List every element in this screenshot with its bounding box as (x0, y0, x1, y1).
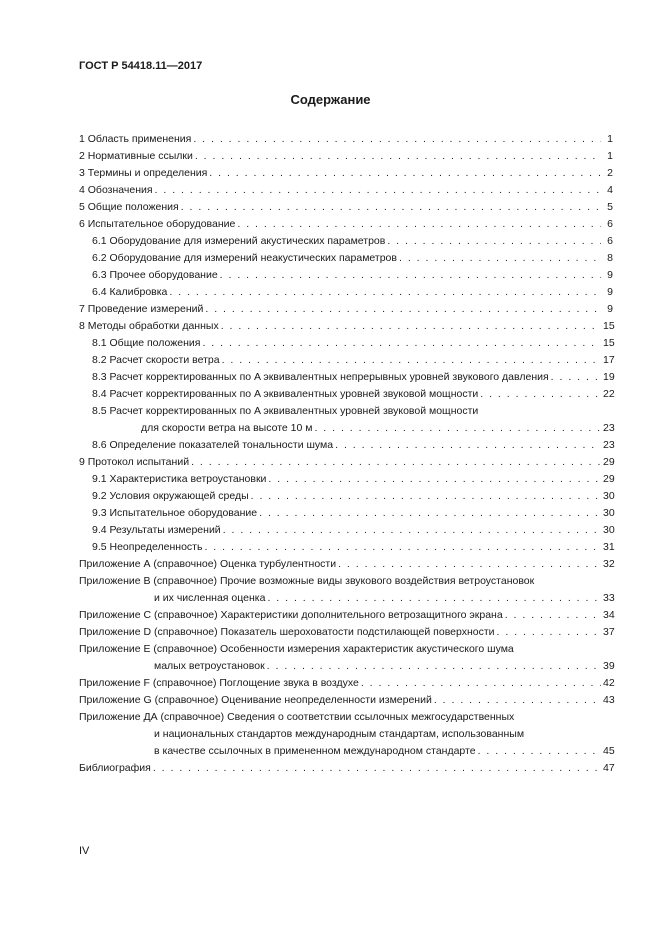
toc-entry[interactable] (79, 216, 613, 233)
dot-leader (221, 318, 601, 335)
dot-leader (335, 437, 601, 454)
toc-entry[interactable] (79, 386, 613, 403)
toc-entry-label: 7 Проведение измерений (79, 303, 204, 315)
dot-leader (220, 267, 601, 284)
dot-leader (267, 590, 601, 607)
toc-entry-label-line: и национальных стандартов международным стандартам, использованным (154, 728, 525, 740)
toc-entry-page: 29 (603, 473, 615, 485)
toc-entry-label: Приложение А (справочное) Оценка турбулентности (79, 558, 337, 570)
toc-entry-label: 9.4 Результаты измерений (92, 524, 221, 536)
document-header: ГОСТ Р 54418.11—2017 (79, 60, 203, 72)
toc-entry[interactable] (79, 675, 613, 692)
toc-entry-label: малых ветроустановок (154, 660, 265, 672)
page-number: IV (79, 845, 90, 857)
dot-leader (497, 624, 601, 641)
toc-entry[interactable] (79, 165, 613, 182)
toc-entry-page: 22 (603, 388, 615, 400)
toc-entry-label: 3 Термины и определения (79, 167, 208, 179)
dot-leader (259, 505, 601, 522)
toc-entry-label: и их численная оценка (154, 592, 266, 604)
toc-entry-label-line: 8.5 Расчет корректированных по A эквивалентных уровней звуковой мощности (92, 405, 479, 417)
toc-entry[interactable] (79, 335, 613, 352)
toc-entry-label: Приложение F (справочное) Поглощение звука в воздухе (79, 677, 359, 689)
toc-entry-label: 9.2 Условия окружающей среды (92, 490, 249, 502)
toc-entry[interactable] (79, 267, 613, 284)
toc-entry-page: 33 (603, 592, 615, 604)
toc-entry-page: 30 (603, 490, 615, 502)
toc-entry[interactable] (79, 403, 613, 437)
toc-entry[interactable] (79, 573, 613, 607)
dot-leader (267, 658, 601, 675)
toc-entry-page: 45 (603, 745, 615, 757)
toc-entry-label: 8.2 Расчет скорости ветра (92, 354, 220, 366)
toc-entry-page: 4 (607, 184, 613, 196)
toc-entry-label: 2 Нормативные ссылки (79, 150, 193, 162)
dot-leader (251, 488, 601, 505)
toc-entry-page: 47 (603, 762, 615, 774)
toc-entry-label-line: Приложение В (справочное) Прочие возможные виды звукового воздействия ветроустановок (79, 575, 535, 587)
toc-entry-label: 9 Протокол испытаний (79, 456, 190, 468)
toc-entry-page: 17 (603, 354, 615, 366)
dot-leader (195, 148, 601, 165)
toc-entry-label: 9.1 Характеристика ветроустановки (92, 473, 267, 485)
toc-entry-page: 8 (607, 252, 613, 264)
toc-entry-label: 6.3 Прочее оборудование (92, 269, 218, 281)
toc-entry-label: 5 Общие положения (79, 201, 179, 213)
toc-entry-label: Приложение С (справочное) Характеристики дополнительного ветрозащитного экрана (79, 609, 503, 621)
toc-entry-page: 15 (603, 337, 615, 349)
toc-entry-page: 2 (607, 167, 613, 179)
toc-entry[interactable] (79, 233, 613, 250)
toc-entry[interactable] (79, 301, 613, 318)
toc-entry-page: 32 (603, 558, 615, 570)
toc-entry-label-line: Приложение ДА (справочное) Сведения о соответствии ссылочных межгосударственных (79, 711, 515, 723)
dot-leader (193, 131, 601, 148)
toc-entry-label: Библиография (79, 762, 151, 774)
toc-entry-page: 31 (603, 541, 615, 553)
toc-entry-page: 1 (607, 133, 613, 145)
toc-entry-label: 6 Испытательное оборудование (79, 218, 236, 230)
toc-entry[interactable] (79, 488, 613, 505)
toc-entry[interactable] (79, 131, 613, 148)
toc-entry-label: 8.1 Общие положения (92, 337, 201, 349)
toc-entry-label: 8.3 Расчет корректированных по A эквивалентных непрерывных уровней звукового давления (92, 371, 549, 383)
dot-leader (478, 743, 601, 760)
toc-entry-label: 6.4 Калибровка (92, 286, 168, 298)
toc-entry-label: 6.2 Оборудование для измерений неакустических параметров (92, 252, 397, 264)
toc-entry-label: 9.3 Испытательное оборудование (92, 507, 258, 519)
dot-leader (505, 607, 601, 624)
dot-leader (209, 165, 601, 182)
dot-leader (237, 216, 601, 233)
toc-entry-page: 19 (603, 371, 615, 383)
dot-leader (480, 386, 601, 403)
toc-entry-label: 8.6 Определение показателей тональности шума (92, 439, 334, 451)
dot-leader (338, 556, 601, 573)
toc-entry-label: 4 Обозначения (79, 184, 153, 196)
toc-entry[interactable] (79, 318, 613, 335)
toc-entry-label: 8.4 Расчет корректированных по A эквивалентных уровней звуковой мощности (92, 388, 479, 400)
toc-entry-label: для скорости ветра на высоте 10 м (141, 422, 313, 434)
dot-leader (153, 760, 601, 777)
toc-entry-label: 6.1 Оборудование для измерений акустических параметров (92, 235, 386, 247)
toc-entry[interactable] (79, 709, 613, 760)
toc-entry-label: Приложение D (справочное) Показатель шероховатости подстилающей поверхности (79, 626, 495, 638)
dot-leader (202, 335, 601, 352)
toc-entry-page: 9 (607, 303, 613, 315)
toc-entry-page: 30 (603, 524, 615, 536)
toc-entry-label: 1 Область применения (79, 133, 192, 145)
dot-leader (222, 352, 601, 369)
toc-entry[interactable] (79, 369, 613, 386)
dot-leader (399, 250, 601, 267)
toc-entry-label: 9.5 Неопределенность (92, 541, 203, 553)
dot-leader (204, 539, 601, 556)
toc-entry[interactable] (79, 182, 613, 199)
toc-entry[interactable] (79, 505, 613, 522)
toc-entry[interactable] (79, 148, 613, 165)
toc-entry-page: 1 (607, 150, 613, 162)
dot-leader (155, 182, 601, 199)
toc-entry[interactable] (79, 556, 613, 573)
dot-leader (314, 420, 601, 437)
toc-entry-page: 6 (607, 235, 613, 247)
dot-leader (268, 471, 601, 488)
dot-leader (191, 454, 601, 471)
toc-entry-label: Приложение G (справочное) Оценивание неопределенности измерений (79, 694, 432, 706)
dot-leader (223, 522, 601, 539)
dot-leader (551, 369, 601, 386)
toc-entry[interactable] (79, 437, 613, 454)
toc-entry-page: 6 (607, 218, 613, 230)
table-of-contents (79, 131, 613, 777)
toc-entry[interactable] (79, 454, 613, 471)
toc-entry-page: 9 (607, 269, 613, 281)
toc-entry-page: 37 (603, 626, 615, 638)
dot-leader (361, 675, 601, 692)
toc-entry[interactable] (79, 352, 613, 369)
toc-entry-page: 23 (603, 422, 615, 434)
toc-entry-label: в качестве ссылочных в примененном международном стандарте (154, 745, 476, 757)
toc-entry-label-line: Приложение E (справочное) Особенности измерения характеристик акустического шума (79, 643, 514, 655)
toc-entry-page: 5 (607, 201, 613, 213)
toc-entry[interactable] (79, 641, 613, 675)
toc-entry-page: 15 (603, 320, 615, 332)
toc-entry-page: 30 (603, 507, 615, 519)
toc-entry[interactable] (79, 760, 613, 777)
dot-leader (205, 301, 601, 318)
toc-entry[interactable] (79, 539, 613, 556)
toc-entry[interactable] (79, 250, 613, 267)
toc-entry-page: 39 (603, 660, 615, 672)
toc-entry-page: 23 (603, 439, 615, 451)
dot-leader (181, 199, 601, 216)
toc-entry-label: 8 Методы обработки данных (79, 320, 219, 332)
toc-entry[interactable] (79, 284, 613, 301)
toc-entry-page: 29 (603, 456, 615, 468)
toc-entry-page: 43 (603, 694, 615, 706)
toc-entry[interactable] (79, 692, 613, 709)
toc-entry[interactable] (79, 199, 613, 216)
toc-entry-page: 42 (603, 677, 615, 689)
toc-entry-page: 9 (607, 286, 613, 298)
dot-leader (387, 233, 601, 250)
toc-entry[interactable] (79, 522, 613, 539)
toc-entry-page: 34 (603, 609, 615, 621)
dot-leader (169, 284, 601, 301)
toc-entry[interactable] (79, 471, 613, 488)
dot-leader (434, 692, 601, 709)
page-title: Содержание (290, 92, 371, 107)
toc-entry[interactable] (79, 607, 613, 624)
toc-entry[interactable] (79, 624, 613, 641)
